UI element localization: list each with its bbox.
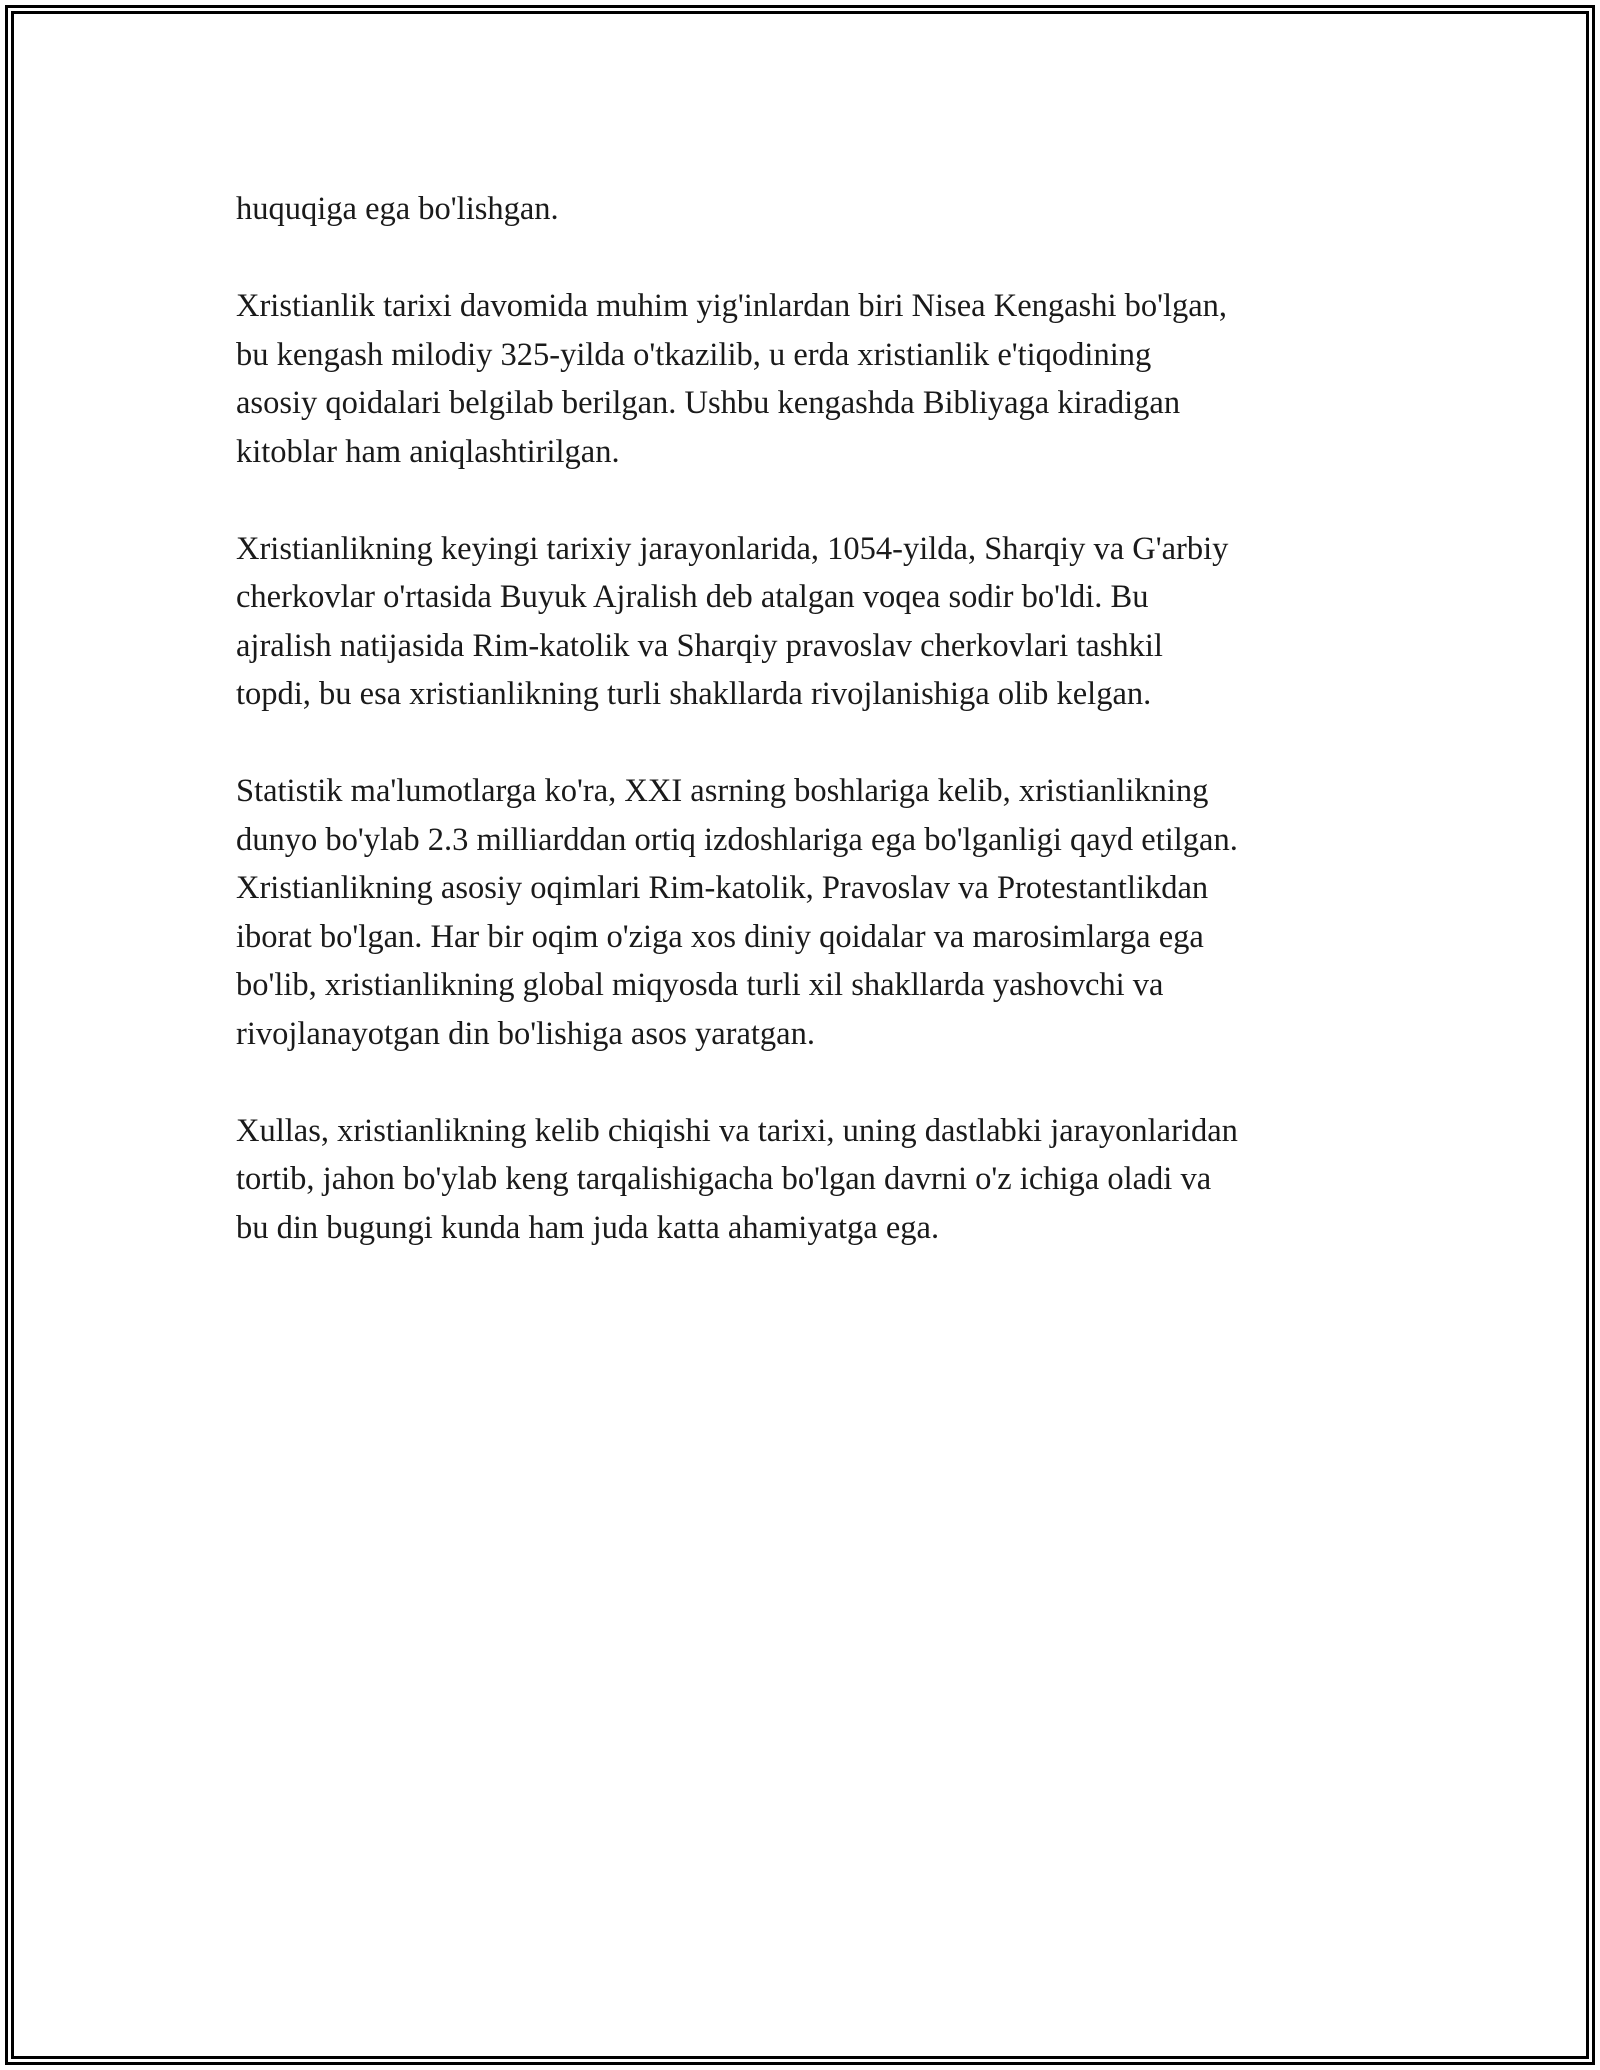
paragraph-continuation: huquqiga ega bo'lishgan. [236,191,559,227]
paragraph-nicaea-council: Xristianlik tarixi davomida muhim yig'inlardan biri Nisea Kengashi bo'lgan, bu kengash milodiy 325-yilda o'tkazilib, u erda xristianlik e'tiqodining asosiy qoidalari belgilab berilgan. Ushbu kengashda Bibliyaga kiradigan kitoblar ham aniqlashtirilgan. [236,288,1228,470]
paragraph-conclusion: Xullas, xristianlikning kelib chiqishi va tarixi, uning dastlabki jarayonlaridan tortib, jahon bo'ylab keng tarqalishigacha bo'lgan davrni o'z ichiga oladi va bu din bugungi kunda ham juda katta ahamiyatga ega. [236,1112,1238,1246]
paragraph-statistics: Statistik ma'lumotlarga ko'ra, XXI asrning boshlariga kelib, xristianlikning dunyo bo'ylab 2.3 milliarddan ortiq izdoshlariga ega bo'lganligi qayd etilgan. Xristianlikning asosiy oqimlari Rim-katolik, Pravoslav va Protestantlikdan iborat bo'lgan. Har bir oqim o'ziga xos diniy qoidalar va marosimlarga ega bo'lib, xristianlikning global miqyosda turli xil shakllarda yashovchi va rivojlanayotgan din bo'lishiga asos yaratgan. [236,773,1238,1052]
document-body [236,185,1386,1301]
paragraph-great-schism: Xristianlikning keyingi tarixiy jarayonlarida, 1054-yilda, Sharqiy va G'arbiy cherkovlar o'rtasida Buyuk Ajralish deb atalgan voqea sodir bo'ldi. Bu ajralish natijasida Rim-katolik va Sharqiy pravoslav cherkovlari tashkil topdi, bu esa xristianlikning turli shakllarda rivojlanishiga olib kelgan. [236,530,1229,712]
